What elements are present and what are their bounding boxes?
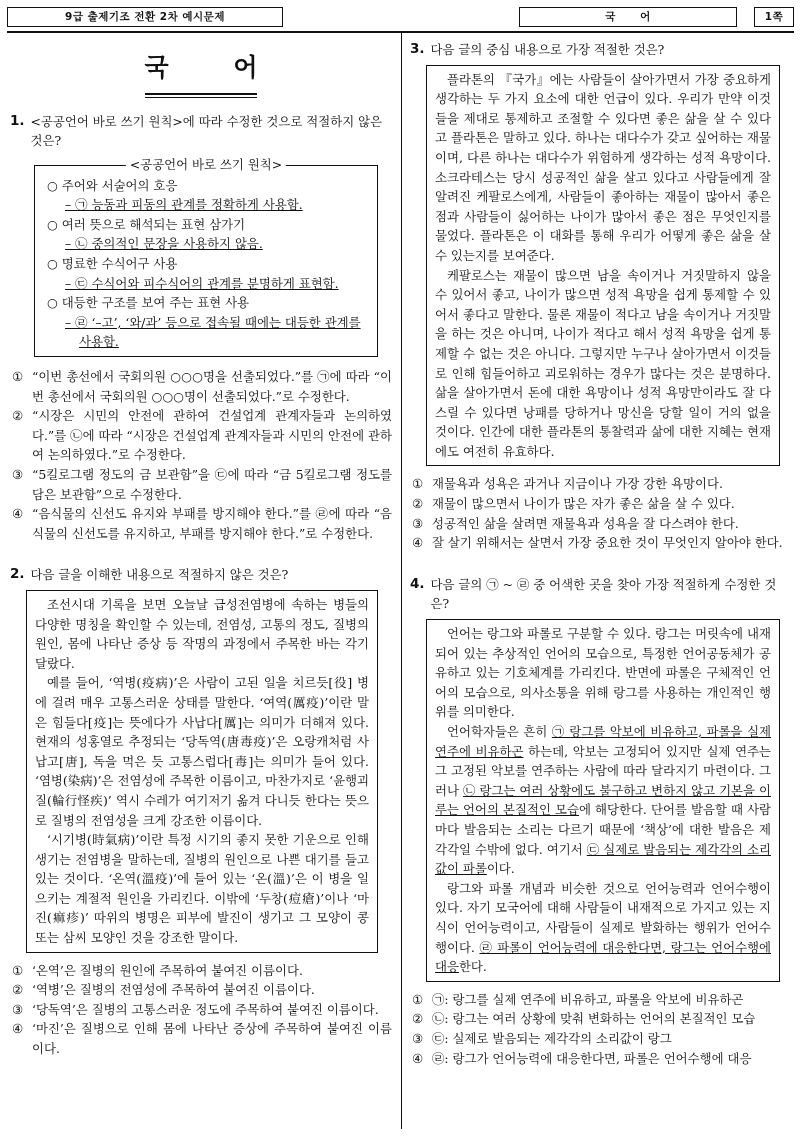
question-number: 1. <box>10 112 25 129</box>
question-number: 3. <box>410 41 425 57</box>
option-3[interactable] <box>12 465 392 504</box>
option-2[interactable] <box>412 1009 794 1029</box>
option-number: ② <box>412 1011 424 1027</box>
passage-box <box>426 65 780 467</box>
option-number: ④ <box>412 1050 424 1066</box>
option-number: ③ <box>12 467 24 482</box>
passage-paragraph <box>435 879 771 977</box>
passage-text: 에 해당한다. 단어를 발음할 때 사람마다 발음되는 소리는 다르기 때문에 ‘책상’에 대한 발음은 제각각일 수밖에 없다. 여기서 <box>435 802 772 857</box>
option-text: ㉡: 랑그는 여러 상황에 맞춰 변화하는 언어의 본질적인 모습 <box>432 1011 756 1027</box>
passage-paragraph: 플라톤의 『국가』에는 사람들이 살아가면서 가장 중요하게 생각하는 두 가지 요소에 대한 언급이 있다. 우리가 만약 이것들을 제대로 통제하고 조절할 수 있다면 좋은 삶을 살 수 있다고 플라톤은 말하고 있다. 하나는 대다수가 갖고 싶어하는 재물이며, 다른 하나는 대다수가 위험하게 생각하는 성적 욕망이다. 소크라테스는 당시 성공적인 삶을 살고 있다고 사람들에게 잘 알려진 케팔로스에게, 사람들이 좋아하는 재물이 많아서 좋은 점과 사람들이 싫어하는 나이가 많아서 좋은 점은 무엇인지를 물었다. 플라톤은 이 대화를 통해 우리가 어떻게 좋은 삶을 살 수 있는지를 보여준다. <box>435 71 771 263</box>
option-text: “5킬로그램 정도의 금 보관함”을 ㉢에 따라 “금 5킬로그램 정도를 담은 보관함”으로 수정한다. <box>32 467 392 502</box>
passage-box <box>26 590 378 953</box>
q2-options <box>10 961 392 1059</box>
option-number: ④ <box>12 1021 24 1037</box>
passage-text: 하는데, 악보는 고정되어 있지만 실제 연주는 그 고정된 악보를 연주하는 사람에 따라 달라지기 마련이다. 그러나 <box>435 743 771 798</box>
option-text: ㉢: 실제로 발음되는 제각각의 소리값이 랑그 <box>432 1030 672 1046</box>
passage-paragraph: ‘시기병(時氣病)’이란 특정 시기의 좋지 못한 기운으로 인해 생기는 전염병을 말하는데, 질병의 원인으로 나쁜 대기를 들고 있는 것이다. ‘온역(溫疫)’에 들어 있는 ‘온(溫)’은 이 병을 일으키는 계절적 원인을 가리킨다. 이밖에 ‘두창(痘瘡)’이나 ‘마진(痲疹)’ 따위의 병명은 피부에 발진이 생기고 그 모양이 콩 또는 삼씨 모양인 것을 강조한 말이다. <box>35 832 369 946</box>
option-number: ② <box>12 408 24 424</box>
underlined-segment-b: ㉡ 랑그는 여러 상황에도 불구하고 변하지 않고 기본을 이루는 언어의 본질적인 모습 <box>435 782 771 818</box>
right-column <box>410 40 794 1068</box>
option-number: ① <box>412 476 424 492</box>
rule-heading: ○ 여러 뜻으로 해석되는 표현 삼가기 <box>47 216 246 232</box>
rule-detail-cont: 사용함. <box>79 334 119 350</box>
passage-paragraph: 언어는 랑그와 파롤로 구분할 수 있다. 랑그는 머릿속에 내재되어 있는 추상적인 언어의 모습으로, 특정한 언어공동체가 공유하고 있는 기호체계를 가리킨다. 반면에 파롤은 구체적인 언어의 모습으로, 의사소통을 위해 랑그를 사용하는 개인적인 행위를 의미한다. <box>435 626 771 720</box>
option-4[interactable] <box>12 1019 392 1058</box>
underlined-segment-a: ㉠ 랑그를 악보에 비유하고, 파롤을 실제 연주에 비유하곤 <box>435 724 772 759</box>
option-text: “음식물의 신선도 유지와 부패를 방지해야 한다.”를 ㉣에 따라 “음식물의 신선도를 유지하고, 부패를 방지해야 한다.”로 수정한다. <box>32 506 392 541</box>
rule-heading: ○ 명료한 수식어구 사용 <box>47 256 178 272</box>
option-number: ② <box>412 496 424 512</box>
option-text: 재물욕과 성욕은 과거나 지금이나 가장 강한 욕망이다. <box>432 476 723 492</box>
option-text: ‘당독역’은 질병의 고통스러운 정도에 주목하여 붙여진 이름이다. <box>32 1001 379 1017</box>
exam-title-box: 9급 출제기조 전환 2차 예시문제 <box>7 7 283 27</box>
option-text: ‘마진’은 질병으로 인해 몸에 나타난 증상에 주목하여 붙여진 이름이다. <box>32 1021 392 1057</box>
option-number: ② <box>12 982 24 998</box>
option-1[interactable] <box>412 990 794 1010</box>
option-text: 성공적인 삶을 살려면 재물욕과 성욕을 잘 다스려야 한다. <box>432 515 739 531</box>
option-3[interactable] <box>412 1029 794 1049</box>
option-text: ㉠: 랑그를 실제 연주에 비유하고, 파롤을 악보에 비유하곤 <box>432 991 744 1007</box>
option-4[interactable] <box>412 1049 794 1069</box>
passage-paragraph: 케팔로스는 재물이 많으면 남을 속이거나 거짓말하지 않을 수 있어서 좋고, 나이가 많으면 성적 욕망을 쉽게 통제할 수 있어서 좋다고 말한다. 물론 재물이 적다고 남을 속이거나 거짓말을 하는 것은 아니며, 나이가 적다고 해서 성적 욕망을 쉽게 통제할 수 없는 것은 아니다. 그렇지만 누구나 살아가면서 이것들로 인해 힘들어하고 괴로워하는 경우가 많다는 것은 분명하다. 삶을 살아가면서 돈에 대한 욕망이나 성적 욕망만이라도 잘 다스릴 수 있다면 낭패를 당하거나 망신을 당할 일이 거의 없을 것이다. 인간에 대한 플라톤의 통찰력과 삶에 대한 지혜는 현재에도 여전히 유효하다. <box>435 267 771 459</box>
option-1[interactable] <box>412 474 794 494</box>
option-number: ① <box>12 369 24 385</box>
passage-box <box>426 619 780 982</box>
option-2[interactable] <box>12 406 392 465</box>
passage-text: 랑그와 파롤 개념과 비슷한 것으로 언어능력과 언어수행이 있다. 자기 모국어에 대해 사람들이 내재적으로 가지고 있는 지식이 언어능력이고, 사람들이 실제로 발화하는 행위가 언어수행이다. <box>435 880 771 955</box>
passage-paragraph <box>435 722 771 879</box>
option-text: ㉣: 랑그가 언어능력에 대응한다면, 파롤은 언어수행에 대응 <box>432 1050 752 1066</box>
option-text: 재물이 많으면서 나이가 많은 자가 좋은 삶을 살 수 있다. <box>432 496 735 512</box>
option-3[interactable] <box>12 1000 392 1020</box>
option-4[interactable] <box>412 533 794 553</box>
option-text: 잘 살기 위해서는 살면서 가장 중요한 것이 무엇인지 알아야 한다. <box>432 535 783 551</box>
rule-detail: – ㉢ 수식어와 피수식어의 관계를 분명하게 표현함. <box>65 275 339 291</box>
rule-heading: ○ 주어와 서술어의 호응 <box>47 177 178 193</box>
question-number: 4. <box>410 575 425 592</box>
option-2[interactable] <box>12 980 392 1000</box>
option-number: ① <box>12 962 24 978</box>
q3-options <box>410 474 794 552</box>
option-2[interactable] <box>412 494 794 514</box>
option-number: ④ <box>12 506 24 522</box>
title-underline-thin <box>145 97 257 98</box>
page-title: 국 어 <box>144 53 286 82</box>
underlined-segment-d: ㉣ 파롤이 언어능력에 대응한다면, 랑그는 언어수행에 대응 <box>435 939 771 975</box>
option-1[interactable] <box>12 367 392 406</box>
option-number: ① <box>412 991 424 1007</box>
option-text: ‘역병’은 질병의 전염성에 주목하여 붙여진 이름이다. <box>32 982 315 998</box>
title-underline <box>145 93 257 95</box>
q4-options <box>410 990 794 1068</box>
question-number: 2. <box>10 566 25 583</box>
question-2 <box>10 565 392 585</box>
option-3[interactable] <box>412 514 794 534</box>
rules-box-title: <공공언어 바로 쓰기 원칙> <box>126 156 286 173</box>
passage-text: 이다. <box>486 861 515 877</box>
option-text: ‘온역’은 질병의 원인에 주목하여 붙여진 이름이다. <box>32 962 303 978</box>
rules-box <box>34 156 378 357</box>
option-1[interactable] <box>12 961 392 981</box>
question-1 <box>10 112 392 151</box>
passage-paragraph: 조선시대 기록을 보면 오늘날 급성전염병에 속하는 병들의 다양한 명칭을 확인할 수 있는데, 전염성, 고통의 정도, 질병의 원인, 몸에 나타난 증상 등 작명의 과정에서 주목한 바는 각기 달랐다. <box>35 596 369 671</box>
column-divider <box>401 33 402 1129</box>
option-number: ④ <box>412 535 424 551</box>
option-text: “이번 총선에서 국회의원 ○○○명을 선출되었다.”를 ㉠에 따라 “이번 총선에서 국회의원 ○○○명이 선출되었다.”로 수정한다. <box>32 369 392 404</box>
question-stem: <공공언어 바로 쓰기 원칙>에 따라 수정한 것으로 적절하지 않은 것은? <box>30 113 383 149</box>
option-number: ③ <box>12 1001 24 1017</box>
q1-options <box>10 367 392 543</box>
option-number: ③ <box>412 1030 424 1046</box>
underlined-segment-c: ㉢ 실제로 발음되는 제각각의 소리값이 파롤 <box>435 841 772 877</box>
option-number: ③ <box>412 515 424 531</box>
rule-detail: – ㉣ ‘–고’, ‘와/과’ 등으로 접속될 때에는 대등한 관계를 <box>65 314 361 330</box>
option-text: “시장은 시민의 안전에 관하여 건설업계 관계자들과 논의하였다.”를 ㉡에 따라 “시장은 건설업계 관계자들과 시민의 안전에 관하여 논의하였다.”로 수정한다. <box>32 408 392 463</box>
question-stem: 다음 글의 ㉠ ~ ㉣ 중 어색한 곳을 찾아 가장 적절하게 수정한 것은? <box>430 576 777 612</box>
option-4[interactable] <box>12 504 392 543</box>
question-stem: 다음 글의 중심 내용으로 가장 적절한 것은? <box>430 42 665 57</box>
left-column <box>10 40 392 1059</box>
passage-text: 한다. <box>458 959 487 975</box>
rule-detail: – ㉡ 중의적인 문장을 사용하지 않음. <box>65 236 263 252</box>
passage-paragraph: 예를 들어, ‘역병(疫病)’은 사람이 고된 일을 치르듯[役] 병에 걸려 매우 고통스러운 상태를 말한다. ‘여역(厲疫)’이란 말은 힘들다[疫]는 뜻에다가 사납다[厲]는 의미가 더해져 있다. 현재의 성홍열로 추정되는 ‘당독역(唐毒疫)’은 오랑캐처럼 사납고[唐], 독을 먹은 듯 고통스럽다[毒]는 의미가 들어 있다. ‘염병(染病)’은 전염성에 주목한 이름이고, 마찬가지로 ‘윤행괴질(輪行怪疾)’ 역시 수레가 여기저기 옮겨 다니듯 한다는 뜻으로 질병의 전염성을 크게 강조한 이름이다. <box>35 675 369 828</box>
rule-heading: ○ 대등한 구조를 보여 주는 표현 사용 <box>47 295 250 311</box>
page-number-box: 1쪽 <box>754 7 794 27</box>
rule-detail: – ㉠ 능동과 피동의 관계를 정확하게 사용함. <box>65 197 303 213</box>
question-3 <box>410 40 794 60</box>
question-stem: 다음 글을 이해한 내용으로 적절하지 않은 것은? <box>30 567 289 583</box>
subject-box: 국 어 <box>519 7 737 27</box>
question-4 <box>410 575 794 614</box>
passage-text: 언어학자들은 흔히 <box>447 724 552 739</box>
